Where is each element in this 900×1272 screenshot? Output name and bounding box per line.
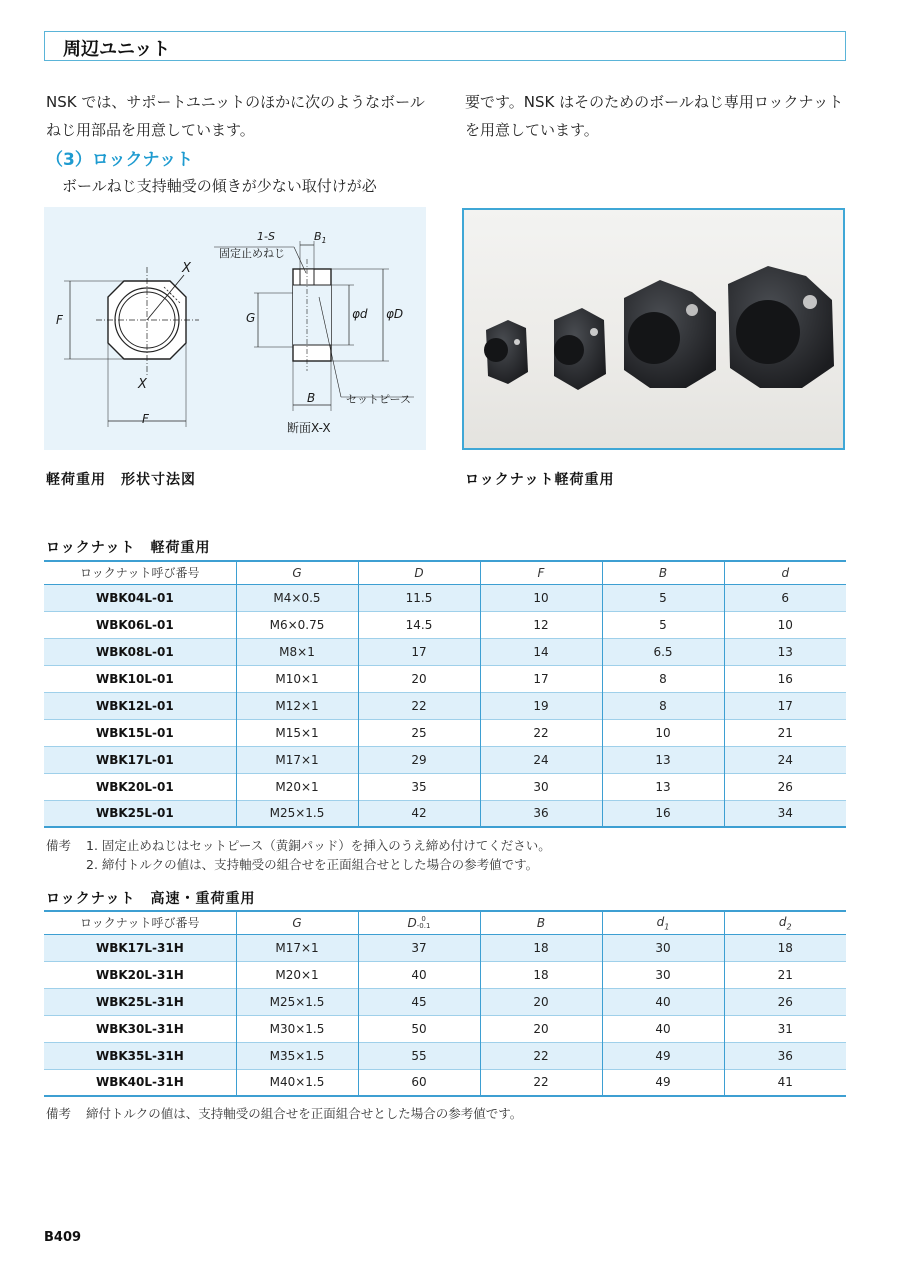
table-cell: 10	[480, 584, 602, 611]
table-cell: 49	[602, 1069, 724, 1096]
table-cell: M6×0.75	[236, 611, 358, 638]
table-cell: 26	[724, 988, 846, 1015]
table-cell: 10	[602, 719, 724, 746]
table-cell: M35×1.5	[236, 1042, 358, 1069]
col-header-d2: $d_2$	[724, 911, 846, 934]
label-phi-d: φd	[352, 307, 368, 321]
table-cell: 40	[602, 988, 724, 1015]
part-number-cell: WBK40L-31H	[44, 1069, 236, 1096]
table-row	[44, 934, 846, 961]
table-row	[44, 961, 846, 988]
col-header-part-number: ロックナット呼び番号	[44, 911, 236, 934]
table-cell: M17×1	[236, 746, 358, 773]
table-cell: 31	[724, 1015, 846, 1042]
table-cell: 37	[358, 934, 480, 961]
table-cell: 60	[358, 1069, 480, 1096]
table-cell: 30	[480, 773, 602, 800]
dimension-drawing	[44, 207, 426, 450]
table-cell: 24	[724, 746, 846, 773]
table-row	[44, 719, 846, 746]
table-cell: 30	[602, 934, 724, 961]
subsection-title: （3）ロックナット	[46, 150, 194, 170]
table-row	[44, 692, 846, 719]
table-cell: 29	[358, 746, 480, 773]
part-number-cell: WBK04L-01	[44, 584, 236, 611]
col-header-d-outer: D	[358, 561, 480, 584]
label-g: G	[246, 311, 256, 325]
table-cell: 55	[358, 1042, 480, 1069]
table-cell: 22	[480, 1042, 602, 1069]
part-number-cell: WBK30L-31H	[44, 1015, 236, 1042]
table-cell: 21	[724, 961, 846, 988]
section-title: 周辺ユニット	[63, 39, 171, 60]
col-header-b: B	[480, 911, 602, 934]
part-number-cell: WBK12L-01	[44, 692, 236, 719]
label-f-side: F	[56, 313, 63, 327]
table-row	[44, 800, 846, 827]
note-2: 2. 締付トルクの値は、支持軸受の組合せを正面組合せとした場合の参考値です。	[86, 857, 539, 872]
label-phi-D: φD	[386, 307, 404, 321]
table-cell: 18	[480, 934, 602, 961]
table-cell: M20×1	[236, 961, 358, 988]
table-row	[44, 611, 846, 638]
table-cell: 18	[480, 961, 602, 988]
table1-notes	[46, 836, 551, 874]
table-cell: 22	[358, 692, 480, 719]
photo-caption: ロックナット軽荷重用	[465, 472, 615, 488]
table-cell: 14	[480, 638, 602, 665]
col-header-g: G	[236, 561, 358, 584]
table-heavy-load	[44, 910, 846, 1097]
table-cell: M12×1	[236, 692, 358, 719]
part-number-cell: WBK25L-01	[44, 800, 236, 827]
col-header-b: B	[602, 561, 724, 584]
note-1: 1. 固定止めねじはセットピース（黄銅パッド）を挿入のうえ締め付けてください。	[86, 838, 551, 853]
intro-continued-text: ボールねじ支持軸受の傾きが少ない取付けが必	[62, 177, 377, 195]
table-cell: M8×1	[236, 638, 358, 665]
table-cell: 20	[358, 665, 480, 692]
part-number-cell: WBK35L-31H	[44, 1042, 236, 1069]
table-cell: 26	[724, 773, 846, 800]
part-number-cell: WBK08L-01	[44, 638, 236, 665]
table-light-load	[44, 560, 846, 828]
label-x-top: X	[182, 261, 191, 276]
label-section: 断面X-X	[287, 421, 331, 435]
part-number-cell: WBK17L-31H	[44, 934, 236, 961]
table-cell: 8	[602, 665, 724, 692]
label-b: B	[307, 391, 316, 405]
table-cell: 36	[724, 1042, 846, 1069]
table-row	[44, 773, 846, 800]
table-cell: 45	[358, 988, 480, 1015]
table-cell: M10×1	[236, 665, 358, 692]
table-cell: 20	[480, 1015, 602, 1042]
lock-nuts-photo-illustration	[464, 210, 843, 448]
table1-header-row	[44, 561, 846, 584]
table2-header-row	[44, 911, 846, 934]
table-cell: 40	[358, 961, 480, 988]
table-cell: 13	[602, 773, 724, 800]
col-header-g: G	[236, 911, 358, 934]
part-number-cell: WBK10L-01	[44, 665, 236, 692]
table-cell: 11.5	[358, 584, 480, 611]
table-cell: M25×1.5	[236, 988, 358, 1015]
table-cell: 5	[602, 584, 724, 611]
table-cell: 49	[602, 1042, 724, 1069]
label-setscrew: 固定止めねじ	[219, 247, 285, 260]
table-row	[44, 1015, 846, 1042]
intro-left-text: NSK では、サポートユニットのほかに次のようなボールねじ用部品を用意しています。	[46, 93, 425, 139]
table-cell: 6	[724, 584, 846, 611]
product-photo	[462, 208, 845, 450]
label-1s: 1-S	[257, 230, 275, 243]
table2-notes	[46, 1104, 522, 1123]
table-cell: M4×0.5	[236, 584, 358, 611]
label-setpiece: セットピース	[346, 393, 412, 406]
table-cell: 5	[602, 611, 724, 638]
col-header-d-inner: d	[724, 561, 846, 584]
table-cell: 22	[480, 719, 602, 746]
table-row	[44, 746, 846, 773]
table-cell: 17	[358, 638, 480, 665]
table-cell: 40	[602, 1015, 724, 1042]
table-cell: 35	[358, 773, 480, 800]
table-row	[44, 584, 846, 611]
table-cell: 20	[480, 988, 602, 1015]
label-b1: $B_1$	[314, 230, 327, 246]
page-number: B409	[44, 1230, 82, 1245]
table-cell: M15×1	[236, 719, 358, 746]
label-x-bottom: X	[138, 377, 147, 392]
notes-label: 備考	[46, 1106, 72, 1121]
table-cell: 13	[724, 638, 846, 665]
col-header-part-number: ロックナット呼び番号	[44, 561, 236, 584]
table-cell: 13	[602, 746, 724, 773]
table-cell: 34	[724, 800, 846, 827]
drawing-caption: 軽荷重用 形状寸法図	[46, 472, 196, 488]
part-number-cell: WBK20L-31H	[44, 961, 236, 988]
table-cell: 16	[602, 800, 724, 827]
table-cell: 22	[480, 1069, 602, 1096]
table-cell: 6.5	[602, 638, 724, 665]
table-cell: M25×1.5	[236, 800, 358, 827]
col-header-f: F	[480, 561, 602, 584]
table-cell: M20×1	[236, 773, 358, 800]
table-cell: 10	[724, 611, 846, 638]
table-row	[44, 638, 846, 665]
table-cell: 21	[724, 719, 846, 746]
table-cell: 8	[602, 692, 724, 719]
part-number-cell: WBK06L-01	[44, 611, 236, 638]
col-header-d-outer: D 0 -0.1	[358, 911, 480, 934]
table-cell: 12	[480, 611, 602, 638]
label-f-bottom: F	[142, 412, 149, 426]
table-cell: 25	[358, 719, 480, 746]
intro-right-text: 要です。NSK はそのためのボールねじ専用ロックナットを用意しています。	[465, 93, 844, 139]
table-cell: 36	[480, 800, 602, 827]
table2-title: ロックナット 高速・重荷重用	[46, 891, 256, 907]
table-cell: 18	[724, 934, 846, 961]
note-1: 締付トルクの値は、支持軸受の組合せを正面組合せとした場合の参考値です。	[86, 1106, 523, 1121]
table-row	[44, 665, 846, 692]
table-cell: 17	[480, 665, 602, 692]
section-header	[44, 31, 846, 61]
table-cell: 19	[480, 692, 602, 719]
table-cell: 16	[724, 665, 846, 692]
table-cell: 17	[724, 692, 846, 719]
part-number-cell: WBK20L-01	[44, 773, 236, 800]
table-cell: 41	[724, 1069, 846, 1096]
part-number-cell: WBK25L-31H	[44, 988, 236, 1015]
part-number-cell: WBK15L-01	[44, 719, 236, 746]
table-cell: 42	[358, 800, 480, 827]
table-cell: 30	[602, 961, 724, 988]
notes-label: 備考	[46, 838, 72, 853]
col-header-d1: $d_1$	[602, 911, 724, 934]
table-row	[44, 1069, 846, 1096]
table-row	[44, 988, 846, 1015]
table-cell: M17×1	[236, 934, 358, 961]
table-cell: M30×1.5	[236, 1015, 358, 1042]
table-row	[44, 1042, 846, 1069]
table-cell: M40×1.5	[236, 1069, 358, 1096]
table1-title: ロックナット 軽荷重用	[46, 540, 211, 556]
table-cell: 24	[480, 746, 602, 773]
drawing-svg	[44, 207, 426, 450]
table-cell: 14.5	[358, 611, 480, 638]
part-number-cell: WBK17L-01	[44, 746, 236, 773]
table-cell: 50	[358, 1015, 480, 1042]
